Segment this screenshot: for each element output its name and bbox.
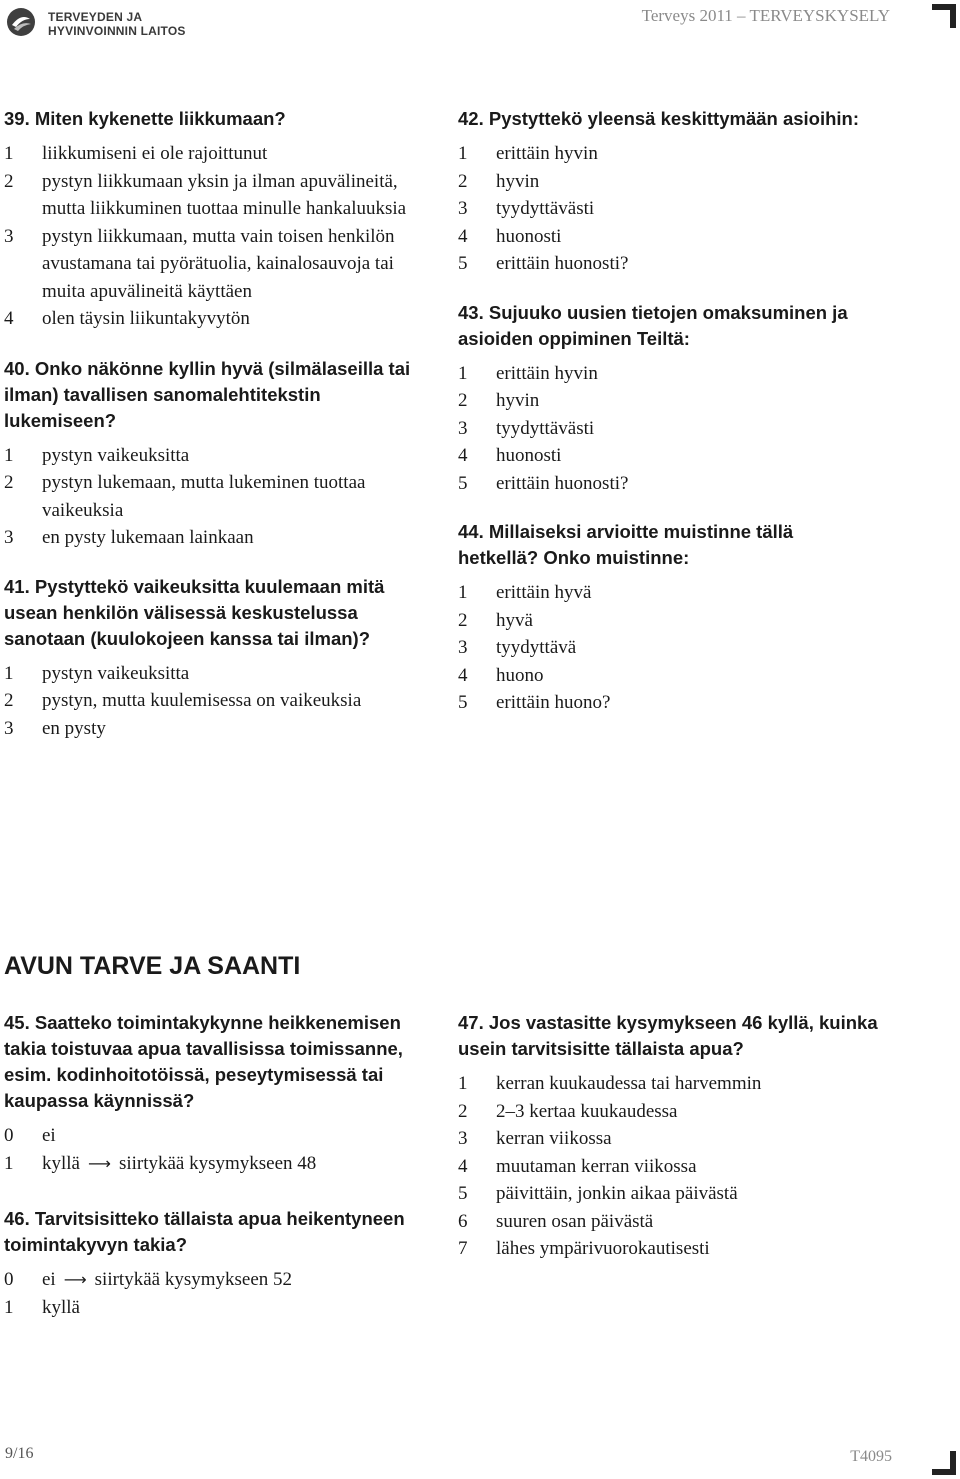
answer-option[interactable]: 1 erittäin hyvä [458,582,592,603]
question-42 [458,106,878,278]
question-41 [4,574,436,743]
crop-mark-top-v [950,4,956,28]
answer-option[interactable]: 3 tyydyttävästi [458,198,595,219]
page-header-title: Terveys 2011 – TERVEYSKYSELY [641,6,890,25]
answer-option[interactable]: 3 en pysty [4,717,106,739]
answer-option[interactable]: 4 olen täysin liikuntakyvytön [4,308,250,329]
question-title: 46. Tarvitsisitteko tällaista apua heikentyneen toimintakyvyn takia? [4,1208,405,1255]
question-title: 42. Pystyttekö yleensä keskittymään asioihin: [458,108,860,129]
question-title: 43. Sujuuko uusien tietojen omaksuminen ja asioiden oppiminen Teiltä: [458,301,848,349]
answer-option[interactable]: 1 pystyn vaikeuksitta [4,662,190,684]
question-46 [4,1206,436,1321]
answer-option[interactable]: 2 pystyn liikkumaan yksin ja ilman apuvälineitä, mutta liikkuminen tuottaa minulle hankaluuksia [4,170,407,219]
answer-option[interactable]: 5 päivittäin, jonkin aikaa päivästä [458,1183,738,1204]
answer-option[interactable]: 1 kyllä [4,1296,80,1318]
answer-option[interactable]: 2 pystyn, mutta kuulemisessa on vaikeuksia [4,690,362,711]
answer-option[interactable]: 0 ei ⟶ siirtykää kysymykseen 52 [4,1266,436,1294]
question-47 [458,1010,878,1263]
answer-option[interactable]: 1 erittäin hyvin [458,143,598,164]
answer-option[interactable]: 2 pystyn lukemaan, mutta lukeminen tuottaa vaikeuksia [4,472,366,521]
question-39 [4,106,436,333]
thl-logo-icon [6,7,36,37]
answer-option[interactable]: 3 en pysty lukemaan lainkaan [4,527,254,548]
question-45 [4,1010,436,1177]
answer-option[interactable]: 3 pystyn liikkumaan, mutta vain toisen henkilön avustamana tai pyörätuolia, kainalosauvoja tai muita apuvälineitä käyttäen [4,225,395,302]
answer-option[interactable]: 1 kerran kuukaudessa tai harvemmin [458,1073,762,1094]
logo-text-line2: HYVINVOINNIN LAITOS [48,24,186,38]
answer-option[interactable]: 3 tyydyttävästi [458,417,595,439]
section-title: AVUN TARVE JA SAANTI [4,952,301,980]
answer-option[interactable]: 2 hyvä [458,609,533,631]
logo [6,6,206,38]
answer-option[interactable]: 5 erittäin huonosti? [458,253,629,274]
answer-option[interactable]: 4 huonosti [458,445,562,466]
answer-option[interactable]: 4 huonosti [458,225,562,247]
left-column [4,106,436,742]
arrow-right-icon: ⟶ [63,1270,87,1289]
right-column [458,106,878,717]
answer-option[interactable]: 1 pystyn vaikeuksitta [4,444,190,466]
answer-option[interactable]: 4 muutaman kerran viikossa [458,1155,697,1177]
answer-option[interactable]: 5 erittäin huonosti? [458,472,629,494]
answer-option[interactable]: 7 lähes ympärivuorokautisesti [458,1238,710,1259]
answer-option[interactable]: 3 kerran viikossa [458,1128,612,1149]
answer-option[interactable]: 0 ei [4,1125,56,1146]
answer-option[interactable]: 2 2–3 kertaa kuukaudessa [458,1100,678,1122]
question-title: 40. Onko näkönne kyllin hyvä (silmälaseilla tai ilman) tavallisen sanomalehtitekstin lukemiseen? [4,357,411,431]
logo-text-line1: TERVEYDEN JA [48,10,143,24]
question-title: 41. Pystyttekö vaikeuksitta kuulemaan mitä usean henkilön välisessä keskustelussa sanotaan (kuulokojeen kanssa tai ilman)? [4,575,385,649]
answer-option[interactable]: 2 hyvin [458,170,540,192]
question-44 [458,519,878,717]
question-43 [458,300,878,498]
answer-option[interactable]: 3 tyydyttävä [458,637,577,658]
answer-option[interactable]: 6 suuren osan päivästä [458,1210,654,1232]
crop-mark-bottom-v [950,1451,956,1475]
question-40 [4,356,436,552]
answer-option[interactable]: 5 erittäin huono? [458,692,611,713]
question-title: 44. Millaiseksi arvioitte muistinne tällä hetkellä? Onko muistinne: [458,521,794,568]
answer-option[interactable]: 1 erittäin hyvin [458,362,598,384]
question-title: 45. Saatteko toimintakykynne heikkenemisen takia toistuvaa apua tavallisissa toimissanne, esim. kodinhoitotöissä, peseytymisessä tai kaupassa käynnissä? [4,1012,403,1111]
arrow-right-icon: ⟶ [88,1153,111,1173]
answer-option[interactable]: 1 kyllä ⟶ siirtykää kysymykseen 48 [4,1150,436,1178]
page-number: 9/16 [5,1445,34,1462]
answer-option[interactable]: 1 liikkumiseni ei ole rajoittunut [4,143,268,164]
answer-option[interactable]: 4 huono [458,664,544,686]
answer-option[interactable]: 2 hyvin [458,390,540,411]
question-title: 47. Jos vastasitte kysymykseen 46 kyllä, kuinka usein tarvitsisitte tällaista apua? [458,1012,878,1059]
question-title: 39. Miten kykenette liikkumaan? [4,108,286,129]
form-code: T4095 [850,1448,892,1465]
